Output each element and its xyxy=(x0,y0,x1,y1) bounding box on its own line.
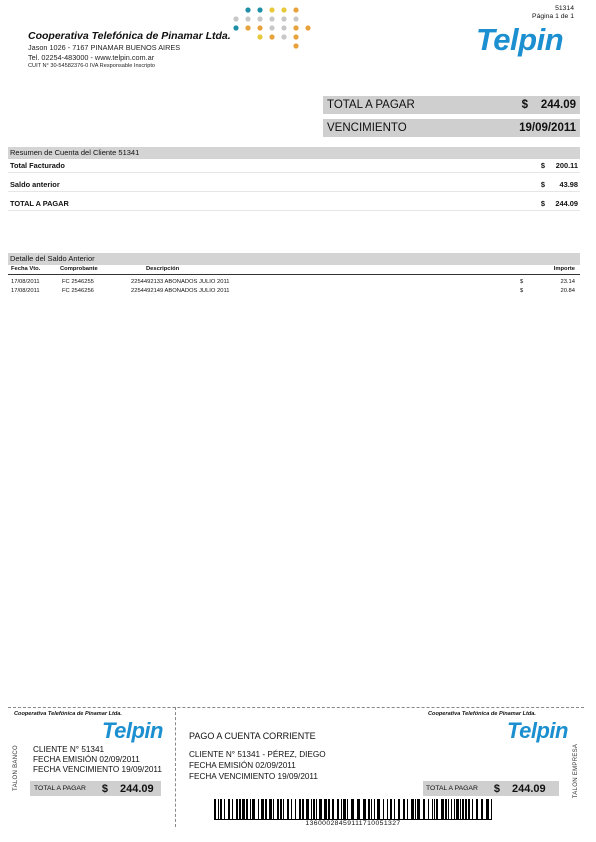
company-address: Jason 1026 - 7167 PINAMAR BUENOS AIRES xyxy=(28,43,181,52)
cut-line-horizontal xyxy=(8,707,584,708)
company-stub-currency: $ xyxy=(493,782,501,795)
company-cuit: CUIT N° 30-54582376-0 IVA Responsable Inscripto xyxy=(28,63,156,69)
col-importe: Importe xyxy=(553,266,575,272)
due-date-value: 19/09/2011 xyxy=(519,122,576,134)
brand-dots-icon xyxy=(230,6,320,52)
bank-stub-total-box xyxy=(30,781,161,796)
summary-row-currency: $ xyxy=(540,161,545,170)
company-stub-client: CLIENTE N° 51341 - PÉREZ, DIEGO xyxy=(189,750,326,759)
summary-row xyxy=(8,197,580,211)
company-phone-web: Tel. 02254-483000 - www.telpin.com.ar xyxy=(28,53,155,62)
bank-stub-side-label: TALON BANCO xyxy=(12,745,19,791)
total-to-pay-label: TOTAL A PAGAR xyxy=(327,99,415,111)
row-currency: $ xyxy=(520,288,524,294)
telpin-logo: Telpin xyxy=(476,22,564,57)
total-to-pay-row xyxy=(323,96,580,114)
document-number: 51314 xyxy=(555,5,574,12)
bank-stub-issue-date: FECHA EMISIÓN 02/09/2011 xyxy=(33,755,140,764)
summary-heading: Resumen de Cuenta del Cliente 51341 xyxy=(8,147,580,159)
row-comprobante: FC 2546255 xyxy=(62,279,94,285)
company-stub-company: Cooperativa Telefónica de Pinamar Ltda. xyxy=(428,711,536,717)
summary-row-label: Saldo anterior xyxy=(10,180,60,189)
barcode-icon xyxy=(214,799,492,819)
company-stub-title: PAGO A CUENTA CORRIENTE xyxy=(189,731,316,741)
col-comprobante: Comprobante xyxy=(60,266,98,272)
barcode-number: 13600028459111710051327 xyxy=(305,820,401,827)
summary-row-value: 200.11 xyxy=(555,161,578,170)
row-fecha: 17/08/2011 xyxy=(11,279,40,285)
company-stub-due-date: FECHA VENCIMIENTO 19/09/2011 xyxy=(189,772,318,781)
row-importe: 23.14 xyxy=(560,279,575,285)
row-descripcion: 2254492149 ABONADOS JULIO 2011 xyxy=(131,288,230,294)
summary-row xyxy=(8,159,580,173)
company-stub-total-label: TOTAL A PAGAR xyxy=(426,785,478,792)
col-fecha-vto: Fecha Vto. xyxy=(11,266,41,272)
company-stub-issue-date: FECHA EMISIÓN 02/09/2011 xyxy=(189,761,296,770)
due-date-label: VENCIMIENTO xyxy=(327,122,407,134)
table-row xyxy=(8,287,580,296)
bank-stub-client: CLIENTE N° 51341 xyxy=(33,745,105,754)
bank-stub-logo: Telpin xyxy=(102,718,163,743)
row-importe: 20.84 xyxy=(560,288,575,294)
total-to-pay-amount: $ 244.09 xyxy=(521,99,576,111)
detail-heading: Detalle del Saldo Anterior xyxy=(8,253,580,265)
summary-row-label: TOTAL A PAGAR xyxy=(10,199,69,208)
bank-stub-total: 244.09 xyxy=(120,782,154,795)
detail-table-header xyxy=(8,265,580,275)
cut-line-vertical xyxy=(175,707,176,827)
bank-stub-currency: $ xyxy=(101,782,109,795)
company-stub-logo: Telpin xyxy=(507,718,568,743)
row-fecha: 17/08/2011 xyxy=(11,288,40,294)
summary-row-value: 43.98 xyxy=(559,180,578,189)
company-stub-total-box xyxy=(423,781,559,796)
company-stub-total: 244.09 xyxy=(512,782,546,795)
bank-stub-company: Cooperativa Telefónica de Pinamar Ltda. xyxy=(14,711,122,717)
bank-stub-due-date: FECHA VENCIMIENTO 19/09/2011 xyxy=(33,765,162,774)
summary-row-label: Total Facturado xyxy=(10,161,65,170)
summary-row-currency: $ xyxy=(540,199,545,208)
table-row xyxy=(8,278,580,287)
company-stub-info xyxy=(189,749,326,782)
bank-stub-info xyxy=(33,745,162,775)
summary-row-value: 244.09 xyxy=(555,199,578,208)
page-number: Página 1 de 1 xyxy=(532,13,574,20)
summary-row xyxy=(8,178,580,192)
bank-stub-total-label: TOTAL A PAGAR xyxy=(34,785,86,792)
company-name: Cooperativa Telefónica de Pinamar Ltda. xyxy=(28,30,231,42)
due-date-row xyxy=(323,119,580,137)
company-stub-side-label: TALON EMPRESA xyxy=(573,743,580,799)
col-descripcion: Descripción xyxy=(146,266,180,272)
page-info xyxy=(532,5,574,21)
row-descripcion: 2254492133 ABONADOS JULIO 2011 xyxy=(131,279,230,285)
row-comprobante: FC 2546256 xyxy=(62,288,94,294)
row-currency: $ xyxy=(520,279,524,285)
summary-row-currency: $ xyxy=(540,180,545,189)
